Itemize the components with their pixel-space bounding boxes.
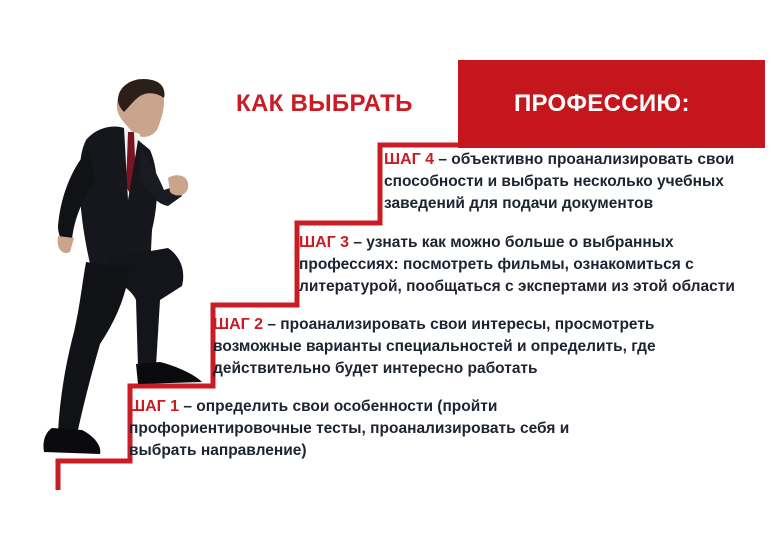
- back-shoe: [43, 428, 100, 454]
- step-1-line-3: выбрать направление): [129, 442, 307, 459]
- step-1-label: ШАГ 1: [129, 398, 180, 415]
- title-right: ПРОФЕССИЮ:: [514, 90, 690, 117]
- step-2-line-1: – проанализировать свои интересы, просмотреть: [263, 316, 655, 333]
- step-4: [384, 149, 734, 215]
- step-2-label: ШАГ 2: [213, 316, 264, 333]
- step-3-line-1: – узнать как можно больше о выбранных: [349, 234, 674, 251]
- step-2-line-3: действительно будет интересно работать: [213, 360, 538, 377]
- title-left: КАК ВЫБРАТЬ: [236, 90, 413, 117]
- step-4-line-3: заведений для подачи документов: [384, 195, 654, 212]
- step-1-line-2: профориентировочные тесты, проанализировать себя и: [129, 420, 570, 437]
- step-4-label: ШАГ 4: [384, 151, 435, 168]
- front-shoe: [136, 362, 202, 384]
- front-hand: [168, 175, 188, 195]
- back-leg: [58, 262, 130, 432]
- back-hand: [58, 236, 74, 253]
- step-2-line-2: возможные варианты специальностей и определить, где: [213, 338, 656, 355]
- step-3-label: ШАГ 3: [299, 234, 350, 251]
- step-3-line-2: профессиях: посмотреть фильмы, ознакомиться с: [299, 256, 694, 273]
- step-1-line-1: – определить свои особенности (пройти: [179, 398, 498, 415]
- step-4-line-2: способности и выбрать несколько учебных: [384, 173, 724, 190]
- step-3: [299, 232, 735, 298]
- step-3-line-3: литературой, пообщаться с экспертами из этой области: [299, 278, 735, 295]
- step-4-line-1: – объективно проанализировать свои: [434, 151, 735, 168]
- jacket: [80, 127, 157, 273]
- step-1: [129, 396, 569, 462]
- step-2: [213, 314, 656, 380]
